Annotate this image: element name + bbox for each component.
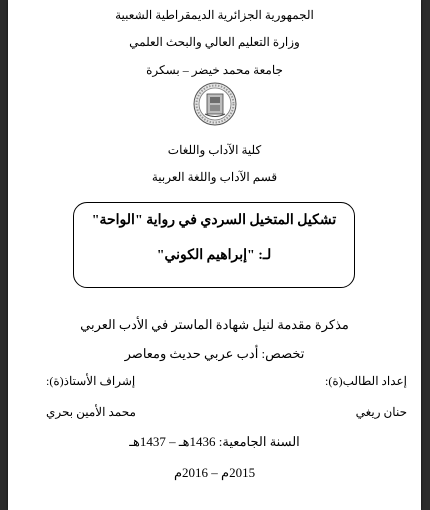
academic-year-gregorian: 2015م – 2016م <box>173 465 256 480</box>
ministry-heading: وزارة التعليم العالي والبحث العلمي <box>129 35 300 49</box>
thesis-author: لـ: "إبراهيم الكوني" <box>156 248 272 263</box>
student-label: إعداد الطالب(ة): <box>324 374 407 388</box>
department-name: قسم الآداب واللغة العربية <box>151 170 278 184</box>
degree-statement: مذكرة مقدمة لنيل شهادة الماستر في الأدب العربي <box>80 317 349 332</box>
document-page <box>8 0 421 510</box>
thesis-title: تشكيل المتخيل السردي في رواية "الواحة" <box>91 213 337 228</box>
university-heading: جامعة محمد خيضر – بسكرة <box>146 63 283 77</box>
student-name: حنان ريغي <box>355 405 407 419</box>
supervisor-label: إشراف الأستاذ(ة): <box>46 374 136 388</box>
faculty-name: كلية الآداب واللغات <box>167 143 262 157</box>
university-emblem-icon <box>192 81 238 127</box>
supervisor-name: محمد الأمين بحري <box>46 405 136 419</box>
republic-heading: الجمهورية الجزائرية الديمقراطية الشعبية <box>115 8 314 22</box>
thesis-title-box <box>73 202 355 288</box>
specialty-line: تخصص: أدب عربي حديث ومعاصر <box>124 346 305 361</box>
academic-year-hijri: السنة الجامعية: 1436هـ – 1437هـ <box>129 434 300 449</box>
